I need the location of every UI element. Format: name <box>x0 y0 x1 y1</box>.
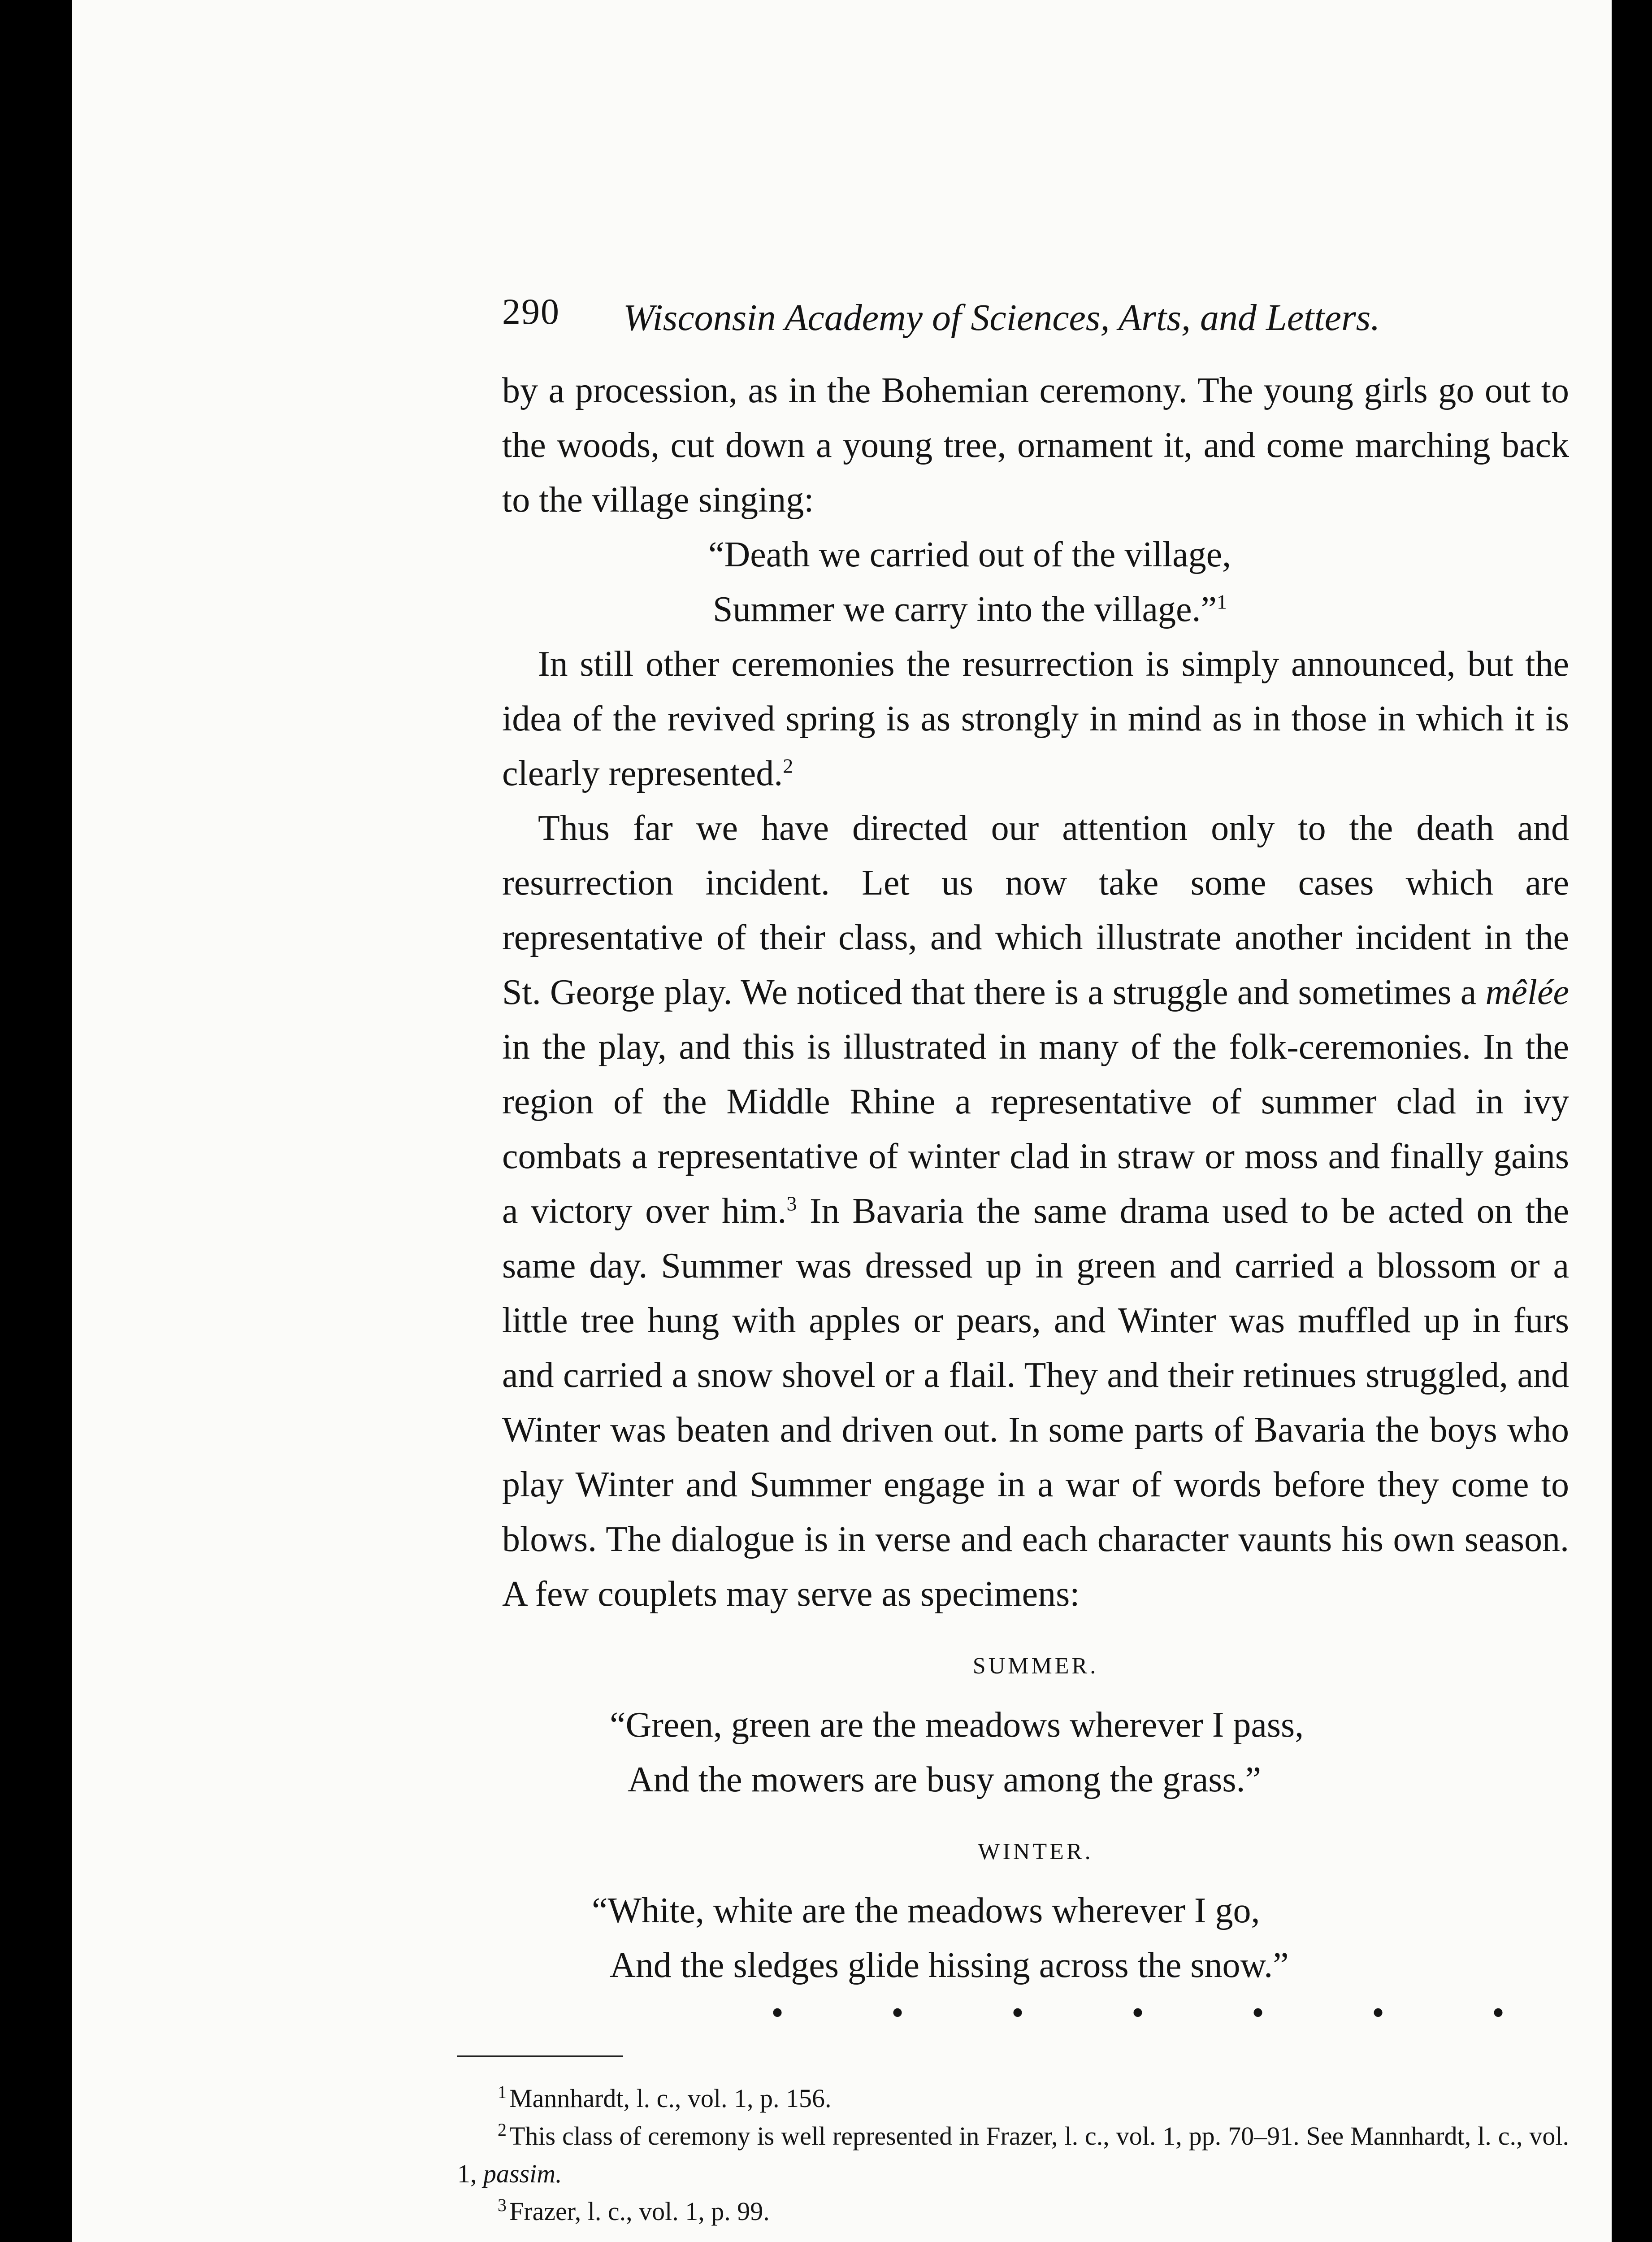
footnote-ref-1: 1 <box>1217 590 1227 613</box>
verse-line-2 <box>502 582 1569 637</box>
footnote-3-text: Frazer, l. c., vol. 1, p. 99. <box>509 2197 770 2226</box>
footnote-1-text: Mannhardt, l. c., vol. 1, p. 156. <box>509 2084 832 2113</box>
footnote-3-number: 3 <box>498 2194 507 2215</box>
summer-line-1: “Green, green are the meadows wherever I pass, <box>610 1705 1304 1745</box>
paragraph-3-part-a: Thus far we have directed our attention only to the death and resurrection incident. Let us now take some cases which are representative of their class, and which illustrate another incident in the St. George play. We noticed that there is a struggle and sometimes a <box>502 808 1569 1012</box>
footnote-ref-2: 2 <box>783 754 793 778</box>
winter-couplet <box>502 1883 1569 1993</box>
paragraph-2-text: In still other ceremonies the resurrection is simply announced, but the idea of the revived spring is as strongly in mind as in those in which it is clearly represented. <box>502 644 1569 793</box>
village-song-verse <box>502 527 1569 637</box>
verse-line-2-text: Summer we carry into the village.” <box>713 590 1217 629</box>
winter-line-2: And the sledges glide hissing across the snow.” <box>610 1946 1289 1985</box>
footnote-2-italic: passim. <box>483 2159 562 2188</box>
footnote-3 <box>457 2193 1569 2230</box>
page-content <box>457 287 1569 2230</box>
page-number: 290 <box>502 291 560 332</box>
winter-heading: WINTER. <box>978 1839 1093 1864</box>
main-text <box>502 363 1569 527</box>
footnote-2-text: This class of ceremony is well represented in Frazer, l. c., vol. 1, pp. 70–91. See Mannhardt, l. c., vol. 1, <box>457 2121 1569 2188</box>
summer-heading: SUMMER. <box>972 1653 1099 1679</box>
footnote-ref-3: 3 <box>786 1192 797 1215</box>
running-title: Wisconsin Academy of Sciences, Arts, and Letters. <box>623 297 1380 339</box>
paragraph-3-italic-term: mêlée <box>1485 973 1569 1012</box>
paragraph-3-part-b: in the play, and this is illustrated in many of the folk-ceremonies. In the region of the Middle Rhine a representative of summer clad in ivy combats a representative of winter clad in straw or moss and finally gains a victory over him. <box>502 1027 1569 1231</box>
footnote-rule <box>457 2055 623 2057</box>
paragraph-1: by a procession, as in the Bohemian ceremony. The young girls go out to the woods, cut down a young tree, ornament it, and come marching back to the village singing: <box>502 371 1569 520</box>
ellipsis-dots: • • • • • • • <box>771 1993 1554 2033</box>
paragraph-3 <box>502 801 1569 1621</box>
summer-line-2: And the mowers are busy among the grass.” <box>628 1760 1261 1799</box>
footnote-2 <box>457 2117 1569 2193</box>
winter-line-1: “White, white are the meadows wherever I go, <box>592 1891 1260 1930</box>
paragraph-2 <box>502 637 1569 801</box>
summer-couplet <box>502 1698 1569 1807</box>
verse-line-1: “Death we carried out of the village, <box>708 535 1231 574</box>
main-text-continued <box>502 637 1569 1621</box>
footnote-1 <box>457 2080 1569 2117</box>
footnote-1-number: 1 <box>498 2081 507 2102</box>
paragraph-3-part-c: In Bavaria the same drama used to be acted on the same day. Summer was dressed up in green and carried a blossom or a little tree hung with apples or pears, and Winter was muffled up in furs and carried a snow shovel or a flail. They and their retinues struggled, and Winter was beaten and driven out. In some parts of Bavaria the boys who play Winter and Summer engage in a war of words before they come to blows. The dialogue is in verse and each character vaunts his own season. A few couplets may serve as specimens: <box>502 1191 1569 1614</box>
footnote-2-number: 2 <box>498 2119 507 2140</box>
scanned-page-sheet <box>72 0 1612 2242</box>
footnotes <box>457 2080 1569 2230</box>
running-header <box>502 287 1569 354</box>
